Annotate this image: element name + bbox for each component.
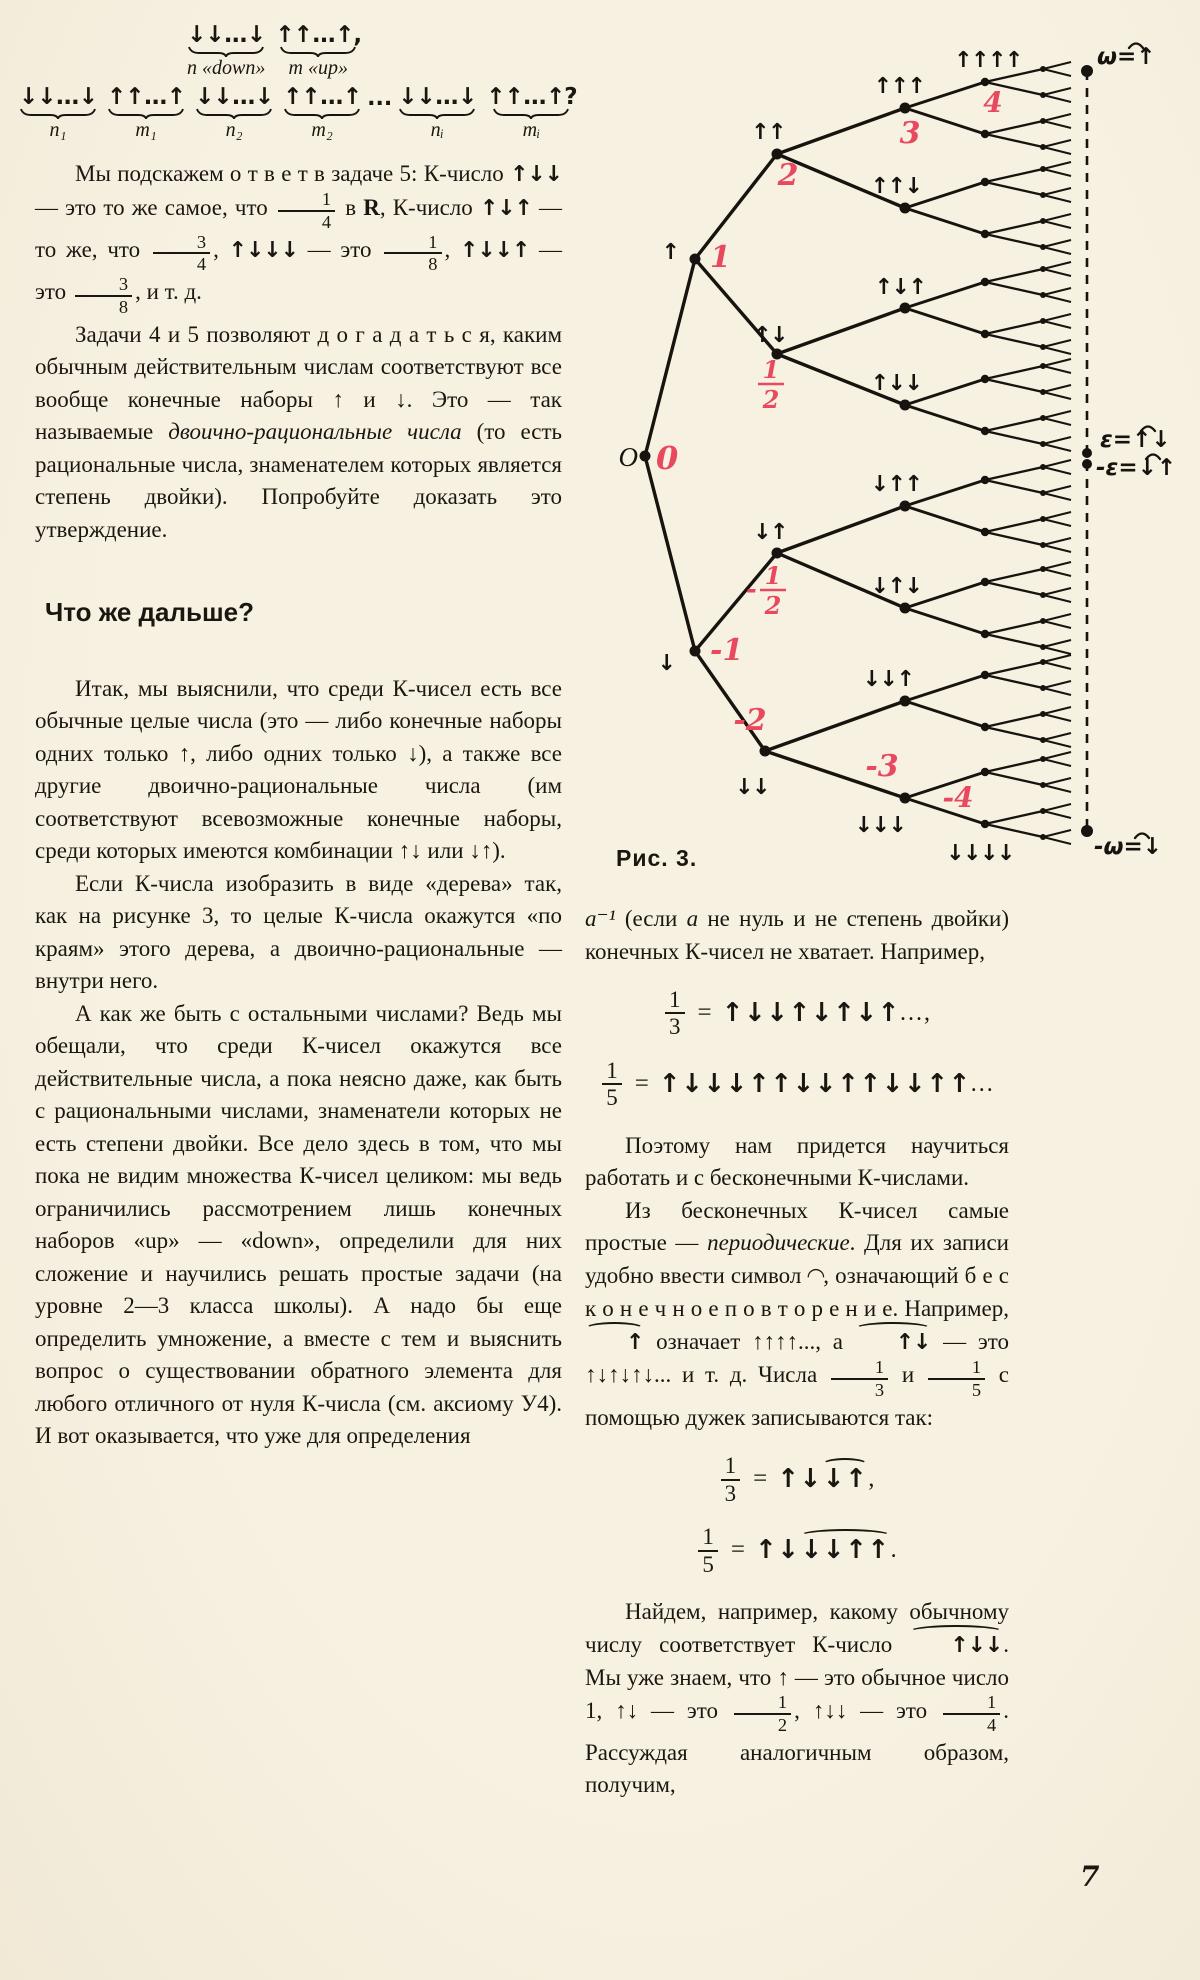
neg-epsilon-dot — [1082, 459, 1092, 469]
text-run: не нуль и не степень двойки) конечных К-чисел не хватает. Например, — [585, 906, 1010, 964]
tree-fan-tip — [1043, 811, 1071, 818]
periodic-up: ↑ — [585, 1327, 644, 1360]
arrow-run: ↑↓ — [754, 1535, 800, 1566]
arrow-run: ↓↓...↓ — [19, 84, 98, 110]
label-one: 1 — [710, 240, 731, 275]
tree-edge — [985, 811, 1043, 824]
tree-fan-tip — [1043, 188, 1071, 195]
italic-term: периодические — [707, 1230, 850, 1256]
tree-fan-tip — [1043, 778, 1071, 785]
paragraph-infinite: Поэтому нам придется научиться работать и с бесконечными К-числами. — [585, 1132, 1009, 1191]
tree-fan-tip — [1043, 69, 1071, 76]
label-neg-three: -3 — [865, 749, 899, 784]
tree-node-dot — [640, 451, 651, 462]
arrow-group — [398, 84, 476, 142]
tree-fan-tip — [1043, 640, 1071, 647]
text-run: — это — [297, 236, 382, 262]
tree-fan-tip — [1043, 752, 1071, 759]
text-run: — это — [35, 236, 563, 305]
arrow-group — [187, 22, 265, 80]
tree-fan-tip — [1043, 837, 1071, 844]
label-down4: ↓↓↓↓ — [946, 841, 1014, 866]
arrow-run: ↓↓...↓ — [187, 22, 266, 48]
label-updowndown: ↑↓↓ — [870, 371, 922, 396]
tree-edge — [645, 259, 695, 456]
tree-fan-tip — [1043, 262, 1071, 269]
label-neg-half-den: 2 — [764, 591, 782, 620]
tree-edge — [985, 134, 1043, 147]
tree-edge — [985, 634, 1043, 647]
right-column — [585, 903, 1009, 1802]
tree-fan-tip — [1043, 385, 1071, 392]
tree-fan-tip — [1043, 733, 1071, 740]
top-formula-line2 — [14, 84, 577, 142]
underbrace-icon — [188, 46, 264, 57]
tree-edge — [765, 701, 905, 751]
arrow-group — [195, 84, 273, 142]
tree-fan-tip — [1043, 444, 1071, 451]
text-run: означает ↑↑↑↑..., а — [644, 1328, 855, 1354]
tree-fan-tip — [1043, 588, 1071, 595]
tree-fan-tip — [1043, 247, 1071, 254]
tree-edge — [985, 282, 1043, 295]
tree-fan-tip — [1043, 359, 1071, 366]
label-omega: ω=↑ — [1097, 44, 1156, 70]
tree-fan-tip — [1043, 88, 1071, 95]
periodic-arrow-run: ↓↑ — [822, 1464, 868, 1495]
tree-edge — [985, 221, 1043, 234]
tree-fan-tip — [1043, 714, 1071, 721]
tree-diagram — [600, 26, 1200, 884]
tree-edge — [985, 234, 1043, 247]
figure-caption: Рис. 3. — [616, 845, 698, 871]
tree-edge — [777, 108, 905, 154]
tree-edge — [645, 456, 695, 651]
underbrace-icon — [196, 108, 272, 119]
page-number: 7 — [1080, 1860, 1100, 1893]
tree-fan-tip — [1043, 195, 1071, 202]
text-run: . Рассуждая аналогичным образом, получим, — [585, 1697, 1009, 1798]
tree-edge — [905, 208, 985, 234]
fraction: $\frac{1}{3}$ — [721, 1454, 741, 1505]
arrow-run: ↑↓↓↓↑↑↓↓↑↑↓↓↑↑ — [658, 1069, 971, 1100]
label-downupup: ↓↑↑ — [870, 472, 922, 497]
text-run: . Для их записи удобно ввести символ — [585, 1230, 1009, 1288]
arrow-run: ↑↑...↑ — [275, 22, 354, 48]
tree-edge — [777, 308, 905, 354]
label-downup: ↓↑ — [753, 520, 787, 545]
tree-fan-tip — [1043, 418, 1071, 425]
tree-edge — [905, 308, 985, 334]
tree-fan-tip — [1043, 62, 1071, 69]
arc-symbol: ◠ — [807, 1263, 824, 1289]
tree-fan-tip — [1043, 493, 1071, 500]
tree-fan-tip — [1043, 562, 1071, 569]
label-origin: O — [618, 442, 638, 472]
label-upupup: ↑↑↑ — [873, 74, 925, 99]
tree-fan-tip — [1043, 288, 1071, 295]
label-neg-omega: -ω=↓ — [1094, 834, 1163, 860]
figure-3 — [600, 26, 1200, 884]
tree-fan-tip — [1043, 169, 1071, 176]
label-half-den: 2 — [762, 385, 780, 414]
fraction: $\frac{3}{4}$ — [153, 233, 210, 275]
tree-fan-tip — [1043, 214, 1071, 221]
label-updownup: ↑↓↑ — [874, 275, 926, 300]
arrow-suffix: , — [353, 22, 362, 48]
equals-sign: = — [697, 999, 712, 1027]
tree-fan-tip — [1043, 95, 1071, 102]
label-four: 4 — [983, 86, 1003, 119]
tree-edge — [777, 506, 905, 553]
text-run: — это то же самое, что — [35, 194, 275, 220]
paragraph-find — [585, 1596, 1009, 1802]
tree-edge — [905, 608, 985, 634]
tree-edge — [985, 569, 1043, 582]
tree-fan-tip — [1043, 411, 1071, 418]
label-down3: ↓↓↓ — [854, 813, 906, 838]
tree-fan-tip — [1043, 707, 1071, 714]
bold-r: R — [363, 194, 380, 220]
paragraph-tree: Если К-числа изобразить в виде «дерева» так, как на рисунке 3, то целые К-числа окажутся «по краям» этого дерева, а двоично-рациональные — внутри него. — [35, 870, 562, 994]
tree-edge — [985, 727, 1043, 740]
tree-fan-tip — [1043, 314, 1071, 321]
neg-omega-dot — [1081, 825, 1093, 837]
label-down: ↓ — [657, 651, 675, 676]
tree-fan-tip — [1043, 221, 1071, 228]
equals-sign: = — [634, 1070, 649, 1098]
tree-edge — [985, 169, 1043, 182]
tree-fan-tip — [1043, 486, 1071, 493]
arrow-run: ↑↓↓↑ — [460, 237, 530, 263]
brace-label: n «down» — [187, 57, 266, 79]
label-neg-four: -4 — [942, 781, 974, 814]
tree-node-dot — [772, 548, 783, 559]
text-run: , — [213, 236, 229, 262]
formula-tail: ..., — [899, 1000, 932, 1027]
tree-fan-tip — [1043, 647, 1071, 654]
tree-fan-tip — [1043, 804, 1071, 811]
brace-label: nᵢ — [430, 119, 444, 141]
label-neg-half-num: 1 — [764, 561, 782, 590]
paragraph-question: А как же быть с остальными числами? Ведь мы обещали, что среди К-чисел окажутся все действительные числа, а пока неясно даже, как быть с рациональными числами, знаменатели которых не есть степени двойки. Все дело здесь в том, что мы пока не видим множества К-чисел целиком: мы ведь ограничились рассмотрением лишь конечных наборов «up» — «down», определили для них сложение и научились решать простые задачи (на уровне 2—3 класса школы). А надо бы еще определить умножение, а вместе с тем и выяснить вопрос о существовании обратного элемента для любого отличного от нуля К-числа (см. аксиому У4). И вот оказывается, что уже для определения — [35, 1000, 562, 1449]
arrow-group — [275, 22, 361, 80]
tree-fan-tip — [1043, 121, 1071, 128]
tree-edge — [985, 532, 1043, 545]
label-half-num: 1 — [762, 355, 780, 384]
label-up4: ↑↑↑↑ — [954, 48, 1022, 73]
tree-fan-tip — [1043, 538, 1071, 545]
label-neg-epsilon: -ε=↓↑ — [1096, 455, 1177, 481]
label-up: ↑ — [661, 240, 679, 265]
tree-edge — [905, 675, 985, 701]
arrow-run: ↑↑...↑ — [486, 84, 565, 110]
paragraph-answer — [35, 158, 562, 319]
tree-edge — [985, 759, 1043, 772]
label-downdown: ↓↓ — [735, 775, 769, 800]
omega-dot — [1081, 65, 1093, 77]
tree-edge — [985, 675, 1043, 688]
arrow-group — [486, 84, 576, 142]
arrow-suffix: ? — [564, 84, 577, 110]
text-run: Мы подскажем о т в е т в задаче 5: К-число — [75, 161, 511, 186]
italic-term: a⁻¹ — [585, 906, 616, 931]
label-downupdown: ↓↑↓ — [870, 574, 922, 599]
periodic-arrow-run: ↓↓↑↑ — [800, 1535, 890, 1566]
text-run: (если — [615, 906, 687, 931]
text-run: , К-число — [379, 194, 480, 220]
tree-edge — [905, 506, 985, 532]
label-three: 3 — [899, 116, 921, 151]
fraction: $\frac{1}{5}$ — [698, 1525, 718, 1576]
paragraph-tasks — [35, 319, 562, 547]
tree-edge — [985, 334, 1043, 347]
formula-one-fifth-periodic — [585, 1525, 1009, 1576]
tree-fan-tip — [1043, 366, 1071, 373]
text-run: , — [444, 236, 461, 262]
text-run: — это ↑↓↑↓↑↓... и т. д. Числа — [585, 1328, 1009, 1388]
label-epsilon: ε=↑↓ — [1100, 427, 1171, 453]
brace-label: m₁ — [135, 119, 157, 141]
formula-tail: ... — [970, 1071, 995, 1098]
label-neg-half-minus: - — [746, 575, 757, 605]
equals-sign: = — [753, 1465, 768, 1493]
underbrace-icon — [280, 46, 356, 57]
section-heading: Что же дальше? — [45, 597, 255, 628]
tree-fan-tip — [1043, 340, 1071, 347]
brace-label: m «up» — [288, 57, 348, 79]
fraction: $\frac{3}{8}$ — [75, 275, 132, 317]
tree-fan-tip — [1043, 162, 1071, 169]
italic-term: a — [686, 906, 699, 931]
tree-fan-tip — [1043, 569, 1071, 576]
tree-fan-tip — [1043, 240, 1071, 247]
fraction: $\frac{1}{5}$ — [928, 1358, 985, 1400]
tree-fan-tip — [1043, 392, 1071, 399]
tree-fan-tip — [1043, 662, 1071, 669]
arrow-run: ↑↓↓↓ — [228, 237, 298, 263]
text-run: — то же, что — [35, 194, 563, 262]
ellipsis-separator: ... — [367, 86, 393, 111]
label-downdownup: ↓↓↑ — [862, 667, 914, 692]
tree-fan-tip — [1043, 460, 1071, 467]
tree-edge — [985, 366, 1043, 379]
fraction: $\frac{1}{2}$ — [734, 1693, 791, 1735]
arrow-group — [107, 84, 185, 142]
tree-fan-tip — [1043, 614, 1071, 621]
underbrace-icon — [284, 108, 360, 119]
left-column — [35, 158, 562, 1453]
tree-edge — [985, 467, 1043, 480]
fraction: $\frac{1}{4}$ — [943, 1693, 1000, 1735]
arrow-group — [283, 84, 361, 142]
arrow-group — [19, 84, 97, 142]
text-run: , и т. д. — [135, 279, 202, 305]
tree-edge — [985, 431, 1043, 444]
paragraph-summary: Итак, мы выяснили, что среди К-чисел есть все обычные целые числа (это — либо конечные наборы одних только ↑, либо одних только ↓), а также все другие двоично-рациональные числа (им соответствуют всевозможные конечные наборы, среди которых имеются комбинации ↑↓ или ↓↑). — [35, 675, 562, 864]
label-neg-one: -1 — [710, 633, 744, 668]
brace-label: n₁ — [49, 119, 67, 141]
formula-one-third-periodic — [585, 1454, 1009, 1505]
equals-sign: = — [730, 1536, 745, 1564]
paragraph-inverse — [585, 903, 1009, 968]
underbrace-icon — [108, 108, 184, 119]
tree-fan-tip — [1043, 467, 1071, 474]
tree-edge — [905, 701, 985, 727]
arrow-run: ↑↓↓ — [510, 162, 562, 187]
arrow-run: ↑↓ — [777, 1464, 822, 1495]
text-run: Найдем, например, какому обычному числу соответствует К-число — [585, 1599, 1009, 1657]
brace-label: m₂ — [311, 119, 333, 141]
tree-edge — [985, 714, 1043, 727]
tree-edge — [985, 621, 1043, 634]
tree-fan-tip — [1043, 545, 1071, 552]
tree-fan-tip — [1043, 595, 1071, 602]
fraction: $\frac{1}{8}$ — [384, 233, 441, 275]
tree-fan-tip — [1043, 437, 1071, 444]
brace-label: n₂ — [225, 119, 243, 141]
text-run: . Мы уже знаем, что ↑ — это обычное число 1, ↑↓ — это — [585, 1631, 1009, 1723]
tree-fan-tip — [1043, 519, 1071, 526]
tree-edge — [985, 582, 1043, 595]
tree-fan-tip — [1043, 295, 1071, 302]
label-updown: ↑↓ — [753, 323, 787, 348]
tree-fan-tip — [1043, 688, 1071, 695]
tree-edge — [985, 379, 1043, 392]
text-run: , ↑↓↓ — это — [794, 1697, 941, 1723]
fraction: $\frac{1}{3}$ — [831, 1358, 888, 1400]
formula-tail: , — [868, 1466, 877, 1493]
underbrace-icon — [493, 108, 569, 119]
tree-fan-tip — [1043, 147, 1071, 154]
tree-edge — [985, 662, 1043, 675]
tree-edge — [985, 121, 1043, 134]
fraction: $\frac{1}{3}$ — [665, 988, 685, 1039]
text-run: с помощью дужек записываются так: — [585, 1362, 1009, 1430]
arrow-run: ↑↓↓↑↓↑↓↑ — [721, 998, 900, 1029]
brace-label: mᵢ — [522, 119, 541, 141]
tree-fan-tip — [1043, 759, 1071, 766]
tree-fan-tip — [1043, 321, 1071, 328]
formula-one-third-expansion — [585, 988, 1009, 1039]
underbrace-icon — [20, 108, 96, 119]
tree-edge — [985, 519, 1043, 532]
fraction: $\frac{1}{5}$ — [602, 1059, 622, 1110]
tree-fan-tip — [1043, 740, 1071, 747]
label-neg-two: -2 — [733, 703, 767, 738]
arrow-run: ↑↓↑ — [479, 195, 532, 221]
tree-edge — [985, 772, 1043, 785]
tree-fan-tip — [1043, 681, 1071, 688]
tree-fan-tip — [1043, 114, 1071, 121]
tree-fan-tip — [1043, 347, 1071, 354]
italic-term: двоично-рациональные числа — [168, 419, 462, 445]
tree-edge — [905, 405, 985, 431]
tree-edge — [985, 321, 1043, 334]
arrow-run: ↑↑...↑ — [107, 84, 186, 110]
paragraph-periodic — [585, 1195, 1009, 1434]
label-upupdown: ↑↑↓ — [870, 174, 922, 199]
tree-fan-tip — [1043, 140, 1071, 147]
tree-node-dot — [760, 746, 771, 757]
text-run: и — [891, 1362, 925, 1388]
tree-edge — [985, 480, 1043, 493]
tree-edge — [985, 269, 1043, 282]
top-formula-line1 — [182, 22, 574, 80]
tree-edge — [695, 154, 777, 259]
epsilon-dot — [1082, 448, 1092, 458]
text-run: (то есть рациональные числа, знаменателем которых является степень двойки). Попробуйте доказать это утверждение. — [35, 419, 563, 542]
underbrace-icon — [399, 108, 475, 119]
periodic-updown: ↑↓ — [855, 1327, 932, 1360]
label-upup: ↑↑ — [751, 120, 785, 145]
tree-edge — [985, 418, 1043, 431]
arrow-run: ↓↓...↓ — [195, 84, 274, 110]
arrow-run: ↓↓...↓ — [398, 84, 477, 110]
label-zero: 0 — [656, 439, 679, 477]
tree-fan-tip — [1043, 785, 1071, 792]
text-run: Задачи 4 и 5 позволяют д о г а д а т ь с я, каким обычным действительным числам соответствуют все вообще конечные наборы ↑ и ↓. Это — так называемые — [35, 321, 562, 445]
tree-node-dot — [690, 254, 701, 265]
text-run: в — [338, 194, 364, 220]
arrow-run: ↑↑...↑ — [283, 84, 362, 110]
tree-edge — [985, 182, 1043, 195]
tree-edge — [985, 824, 1043, 837]
top-formula — [14, 22, 577, 142]
text-run: , означающий б е с к о н е ч н о е п о в т о р е н и е. Например, — [585, 1262, 1009, 1322]
periodic-updowndown: ↑↓↓ — [909, 1630, 1003, 1663]
tree-fan-tip — [1043, 830, 1071, 837]
tree-fan-tip — [1043, 655, 1071, 662]
tree-fan-tip — [1043, 512, 1071, 519]
formula-one-fifth-expansion — [585, 1059, 1009, 1110]
fraction: $\frac{1}{4}$ — [278, 190, 335, 232]
tree-node-dot — [690, 646, 701, 657]
tree-fan-tip — [1043, 269, 1071, 276]
label-two: 2 — [777, 158, 799, 193]
formula-tail: . — [890, 1537, 899, 1564]
text-run: Из бесконечных К-чисел самые простые — — [585, 1197, 1009, 1256]
tree-fan-tip — [1043, 621, 1071, 628]
